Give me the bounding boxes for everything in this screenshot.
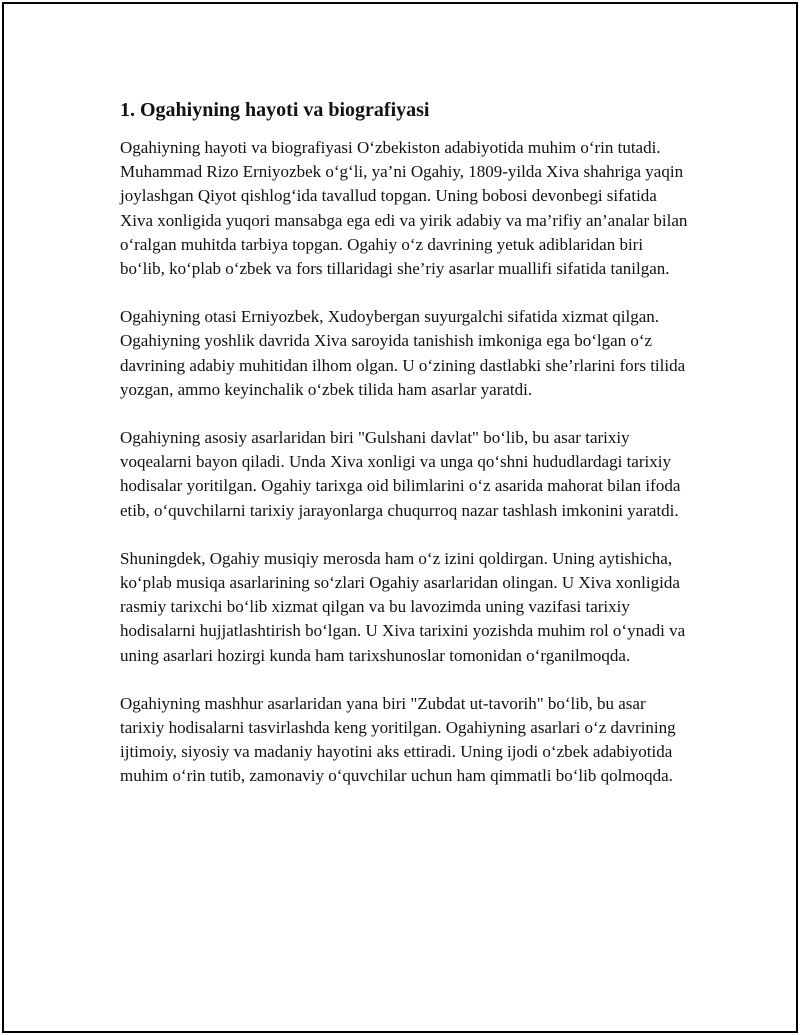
document-body [120, 96, 688, 813]
page-frame [2, 2, 798, 1033]
paragraph-4: Shuningdek, Ogahiy musiqiy merosda ham o‘z izini qoldirgan. Uning aytishicha, ko‘plab musiqa asarlarining so‘zlari Ogahiy asarlaridan olingan. U Xiva xonligida rasmiy tarixchi bo‘lib xizmat qilgan va bu lavozimda uning vazifasi tarixiy hodisalarni hujjatlashtirish bo‘lgan. U Xiva tarixini yozishda muhim rol o‘ynadi va uning asarlari hozirgi kunda ham tarixshunoslar tomonidan o‘rganilmoqda. [120, 548, 686, 665]
paragraph-5: Ogahiyning mashhur asarlaridan yana biri "Zubdat ut-tavorih" bo‘lib, bu asar tarixiy hodisalarni tasvirlashda keng yoritilgan. Ogahiyning asarlari o‘z davrining ijtimoiy, siyosiy va madaniy hayotini aks ettiradi. Uning ijodi o‘zbek adabiyotida muhim o‘rin tutib, zamonaviy o‘quvchilar uchun ham qimmatli bo‘lib qolmoqda. [120, 693, 676, 786]
paragraph-2: Ogahiyning otasi Erniyozbek, Xudoybergan suyurgalchi sifatida xizmat qilgan. Ogahiyning yoshlik davrida Xiva saroyida tanishish imkoniga ega bo‘lgan o‘z davrining adabiy muhitidan ilhom olgan. U o‘zining dastlabki she’rlarini fors tilida yozgan, ammo keyinchalik o‘zbek tilida ham asarlar yaratdi. [120, 307, 686, 399]
section-heading: 1. Ogahiyning hayoti va biografiyasi [120, 99, 430, 121]
paragraph-3: Ogahiyning asosiy asarlaridan biri "Gulshani davlat" bo‘lib, bu asar tarixiy voqealarni bayon qiladi. Unda Xiva xonligi va unga qo‘shni hududlardagi tarixiy hodisalar yoritilgan. Ogahiy tarixga oid bilimlarini o‘z asarida mahorat bilan ifoda etib, o‘quvchilarni tarixiy jarayonlarga chuqurroq nazar tashlash imkonini yaratdi. [120, 428, 681, 520]
paragraph-1: Ogahiyning hayoti va biografiyasi O‘zbekiston adabiyotida muhim o‘rin tutadi. Muhammad Rizo Erniyozbek o‘g‘li, ya’ni Ogahiy, 1809-yilda Xiva shahriga yaqin joylashgan Qiyot qishlog‘ida tavallud topgan. Uning bobosi devonbegi sifatida Xiva xonligida yuqori mansabga ega edi va yirik adabiy va ma’rifiy an’analar bilan o‘ralgan muhitda tarbiya topgan. Ogahiy o‘z davrining yetuk adiblaridan biri bo‘lib, ko‘plab o‘zbek va fors tillaridagi she’riy asarlar muallifi sifatida tanilgan. [120, 138, 688, 279]
